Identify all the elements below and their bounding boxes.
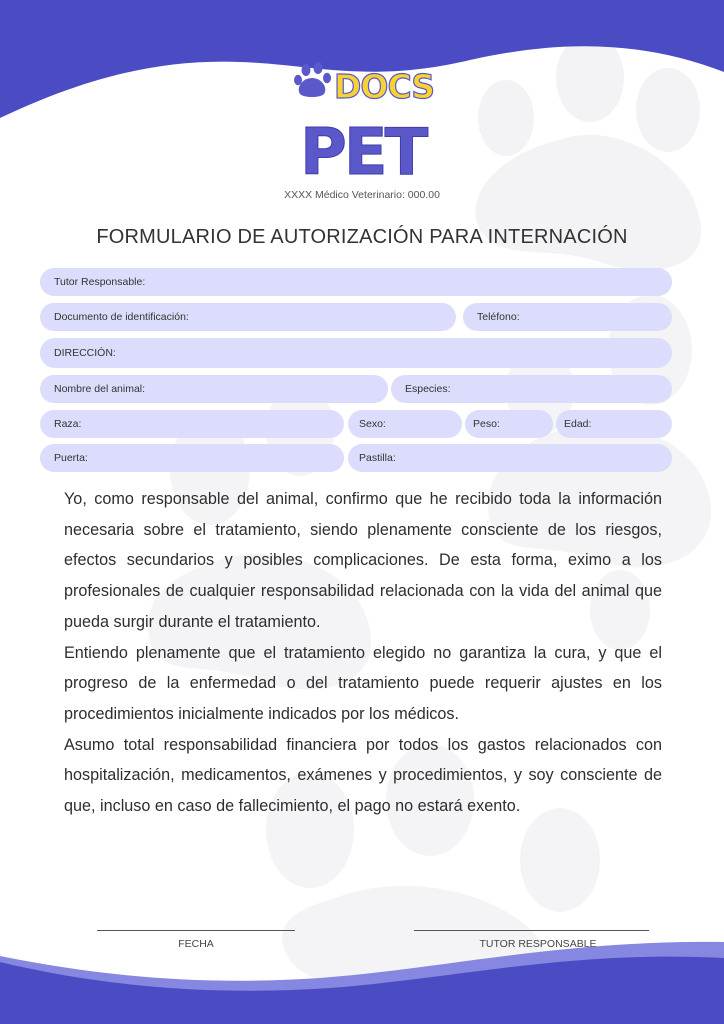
- door-label: Puerta:: [54, 452, 88, 464]
- weight-field[interactable]: [465, 410, 553, 438]
- paragraph-financial: Asumo total responsabilidad financiera por todos los gastos relacionados con hospitalización, medicamentos, exámenes y procedimientos, y soy consciente de que, incluso en caso de fallecimiento, el pago no estará exento.: [64, 735, 662, 816]
- document-field[interactable]: [40, 303, 456, 331]
- animal-name-field[interactable]: [40, 375, 388, 403]
- breed-label: Raza:: [54, 418, 82, 430]
- address-field[interactable]: [40, 338, 672, 368]
- age-field[interactable]: [556, 410, 672, 438]
- logo-word-docs: DOCS: [334, 67, 435, 106]
- door-field[interactable]: [40, 444, 344, 472]
- paragraph-consent: Yo, como responsable del animal, confirmo que he recibido toda la información necesaria sobre el tratamiento, siendo plenamente consciente de los riesgos, efectos secundarios y posibles complicaciones. De esta forma, eximo a los profesionales de cualquier responsabilidad relacionada con la vida del animal que pueda surgir durante el tratamiento.: [64, 490, 662, 631]
- tutor-signature-line[interactable]: [414, 930, 649, 931]
- pill-field[interactable]: [348, 444, 672, 472]
- address-label: DIRECCIÓN:: [54, 347, 116, 359]
- authorization-text: [64, 484, 662, 822]
- pill-label: Pastilla:: [359, 452, 396, 464]
- tutor-field[interactable]: [40, 268, 672, 296]
- page-title: FORMULARIO DE AUTORIZACIÓN PARA INTERNACIÓN: [96, 226, 628, 248]
- tutor-signature-label: TUTOR RESPONSABLE: [479, 938, 597, 950]
- logo-word-pet: PET: [300, 116, 426, 184]
- tutor-label: Tutor Responsable:: [54, 276, 146, 288]
- breed-field[interactable]: [40, 410, 344, 438]
- phone-field[interactable]: [463, 303, 672, 331]
- sex-field[interactable]: [348, 410, 462, 438]
- date-signature-line[interactable]: [97, 930, 295, 931]
- species-label: Especies:: [405, 383, 451, 395]
- age-label: Edad:: [564, 418, 592, 430]
- docspet-logo: [290, 56, 440, 184]
- vet-registration: XXXX Médico Veterinario: 000.00: [284, 189, 440, 201]
- paw-icon: [294, 62, 331, 97]
- date-label: FECHA: [178, 938, 214, 950]
- sex-label: Sexo:: [359, 418, 386, 430]
- paragraph-treatment: Entiendo plenamente que el tratamiento elegido no garantiza la cura, y que el progreso de la enfermedad o del tratamiento puede requerir ajustes en los procedimientos inicialmente indicados por los médicos.: [64, 643, 662, 723]
- species-field[interactable]: [391, 375, 672, 403]
- phone-label: Teléfono:: [477, 311, 520, 323]
- document-label: Documento de identificación:: [54, 311, 189, 323]
- weight-label: Peso:: [473, 418, 500, 430]
- animal-name-label: Nombre del animal:: [54, 383, 146, 395]
